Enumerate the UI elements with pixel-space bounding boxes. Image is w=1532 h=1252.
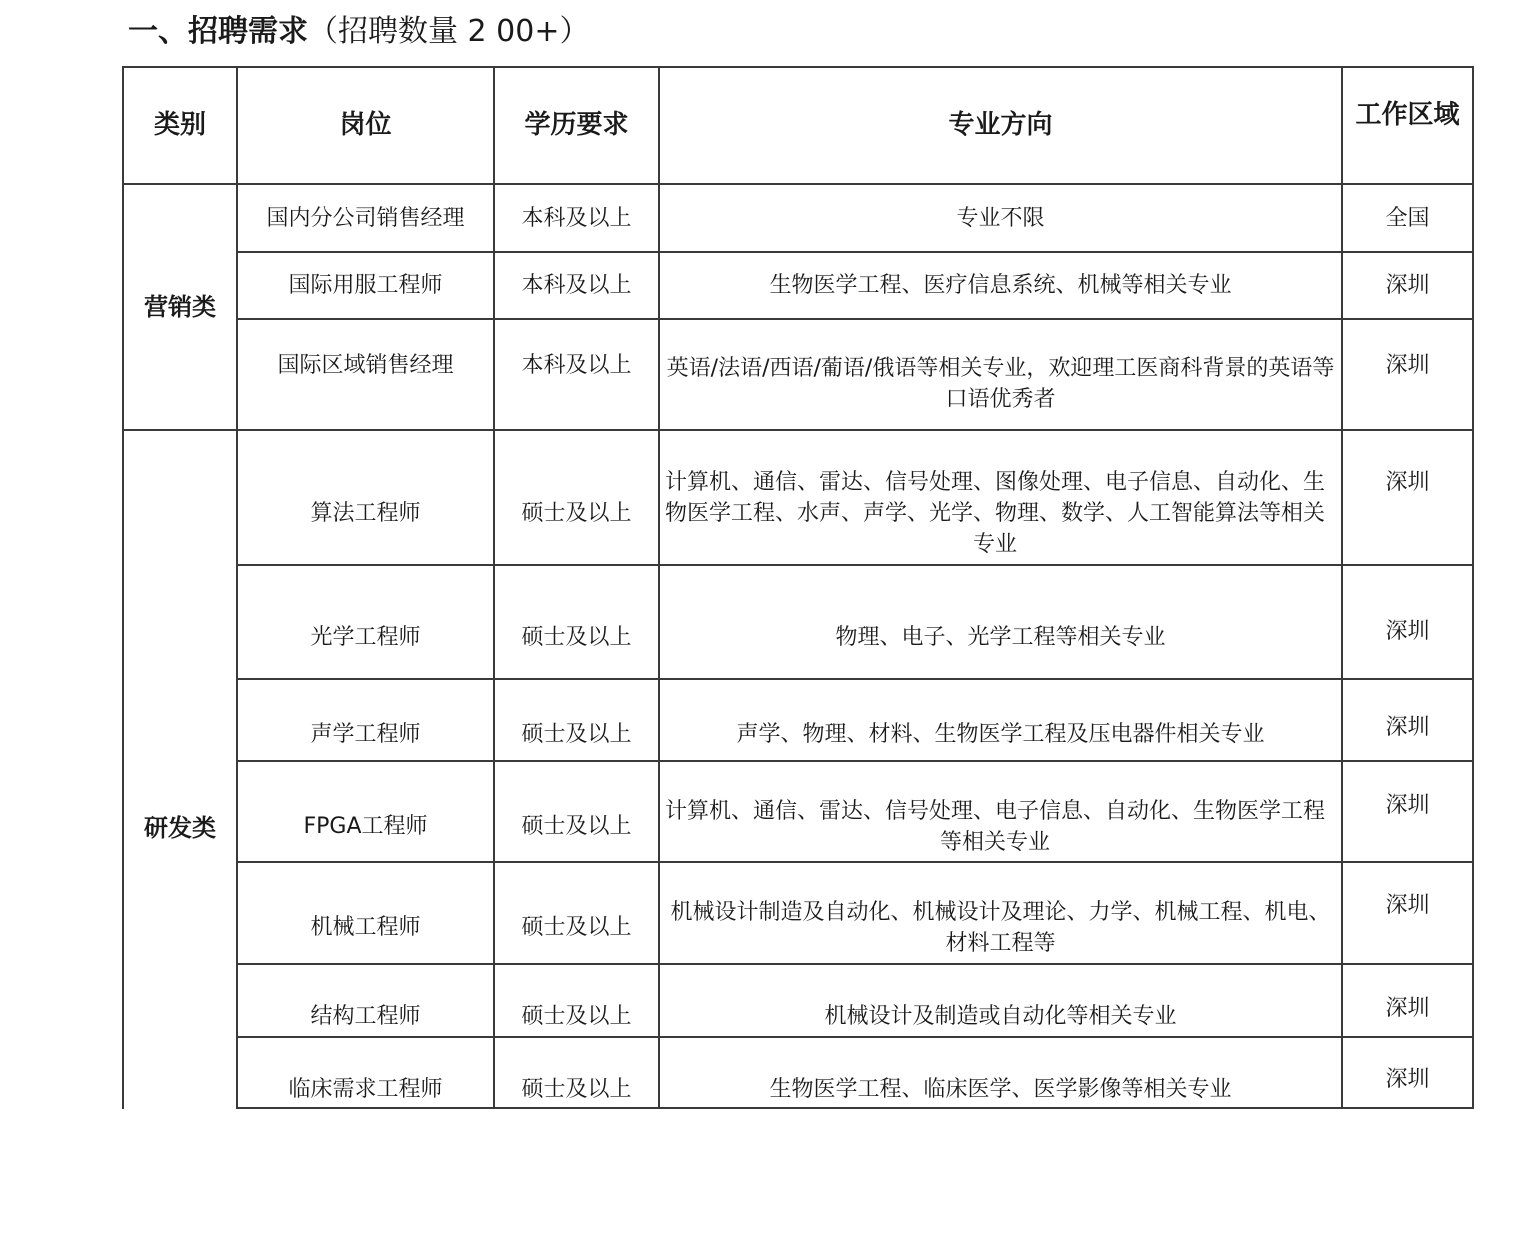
table-border bbox=[237, 1107, 1474, 1109]
education-cell: 硕士及以上 bbox=[521, 721, 632, 747]
position-cell: 结构工程师 bbox=[310, 1003, 421, 1029]
education-cell: 本科及以上 bbox=[521, 205, 632, 231]
education-cell: 硕士及以上 bbox=[521, 1076, 632, 1102]
education-cell: 本科及以上 bbox=[521, 273, 632, 298]
position-cell: FPGA工程师 bbox=[303, 813, 428, 839]
major-cell: 机械设计制造及自动化、机械设计及理论、力学、机械工程、机电、材料工程等 bbox=[670, 900, 1331, 956]
table-border bbox=[237, 678, 1474, 680]
location-cell: 深圳 bbox=[1385, 714, 1430, 740]
major-cell: 生物医学工程、医疗信息系统、机械等相关专业 bbox=[769, 273, 1232, 298]
location-cell: 深圳 bbox=[1385, 469, 1430, 495]
header-position: 岗位 bbox=[339, 110, 392, 140]
location-cell: 深圳 bbox=[1385, 1066, 1430, 1092]
header-major: 专业方向 bbox=[948, 110, 1053, 140]
position-cell: 光学工程师 bbox=[310, 624, 421, 650]
education-cell: 硕士及以上 bbox=[521, 813, 632, 839]
location-cell: 深圳 bbox=[1385, 995, 1430, 1021]
position-cell: 国际用服工程师 bbox=[288, 273, 443, 298]
location-cell: 深圳 bbox=[1385, 352, 1430, 378]
education-cell: 硕士及以上 bbox=[521, 1003, 632, 1029]
position-cell: 国际区域销售经理 bbox=[277, 352, 454, 378]
location-cell: 深圳 bbox=[1385, 792, 1430, 818]
table-border bbox=[237, 564, 1474, 566]
location-cell: 全国 bbox=[1385, 205, 1430, 231]
header-education: 学历要求 bbox=[524, 110, 629, 140]
location-cell: 深圳 bbox=[1385, 892, 1430, 918]
location-cell: 深圳 bbox=[1385, 273, 1430, 298]
education-cell: 硕士及以上 bbox=[521, 624, 632, 650]
major-cell: 物理、电子、光学工程等相关专业 bbox=[835, 624, 1166, 650]
table-border bbox=[123, 429, 1474, 431]
section-title bbox=[128, 10, 589, 54]
education-cell: 硕士及以上 bbox=[521, 500, 632, 526]
category-rnd: 研发类 bbox=[144, 814, 216, 842]
position-cell: 算法工程师 bbox=[310, 500, 421, 526]
header-category: 类别 bbox=[153, 110, 206, 140]
major-cell: 专业不限 bbox=[956, 205, 1045, 231]
location-cell: 深圳 bbox=[1385, 618, 1430, 644]
position-cell: 机械工程师 bbox=[310, 914, 421, 940]
table-border bbox=[237, 1036, 1474, 1038]
position-cell: 临床需求工程师 bbox=[288, 1076, 443, 1102]
table-border bbox=[1472, 66, 1474, 1109]
major-cell: 生物医学工程、临床医学、医学影像等相关专业 bbox=[769, 1076, 1232, 1102]
major-cell: 机械设计及制造或自动化等相关专业 bbox=[824, 1003, 1177, 1029]
table-border bbox=[237, 861, 1474, 863]
section-title-main: 一、招聘需求 bbox=[128, 14, 308, 49]
education-cell: 硕士及以上 bbox=[521, 914, 632, 940]
table-border bbox=[237, 963, 1474, 965]
position-cell: 声学工程师 bbox=[310, 721, 421, 747]
position-cell: 国内分公司销售经理 bbox=[266, 205, 465, 231]
education-cell: 本科及以上 bbox=[521, 352, 632, 378]
section-title-count: （招聘数量 2 00+） bbox=[308, 14, 590, 49]
major-cell: 声学、物理、材料、生物医学工程及压电器件相关专业 bbox=[736, 721, 1265, 747]
category-marketing: 营销类 bbox=[144, 292, 216, 321]
major-cell: 计算机、通信、雷达、信号处理、图像处理、电子信息、自动化、生物医学工程、水声、声学、光学、物理、数学、人工智能算法等相关专业 bbox=[664, 469, 1325, 557]
major-cell: 计算机、通信、雷达、信号处理、电子信息、自动化、生物医学工程等相关专业 bbox=[664, 799, 1325, 855]
header-location: 工作区域 bbox=[1355, 100, 1460, 130]
table-border bbox=[237, 760, 1474, 762]
major-cell: 英语/法语/西语/葡语/俄语等相关专业，欢迎理工医商科背景的英语等口语优秀者 bbox=[666, 356, 1335, 412]
